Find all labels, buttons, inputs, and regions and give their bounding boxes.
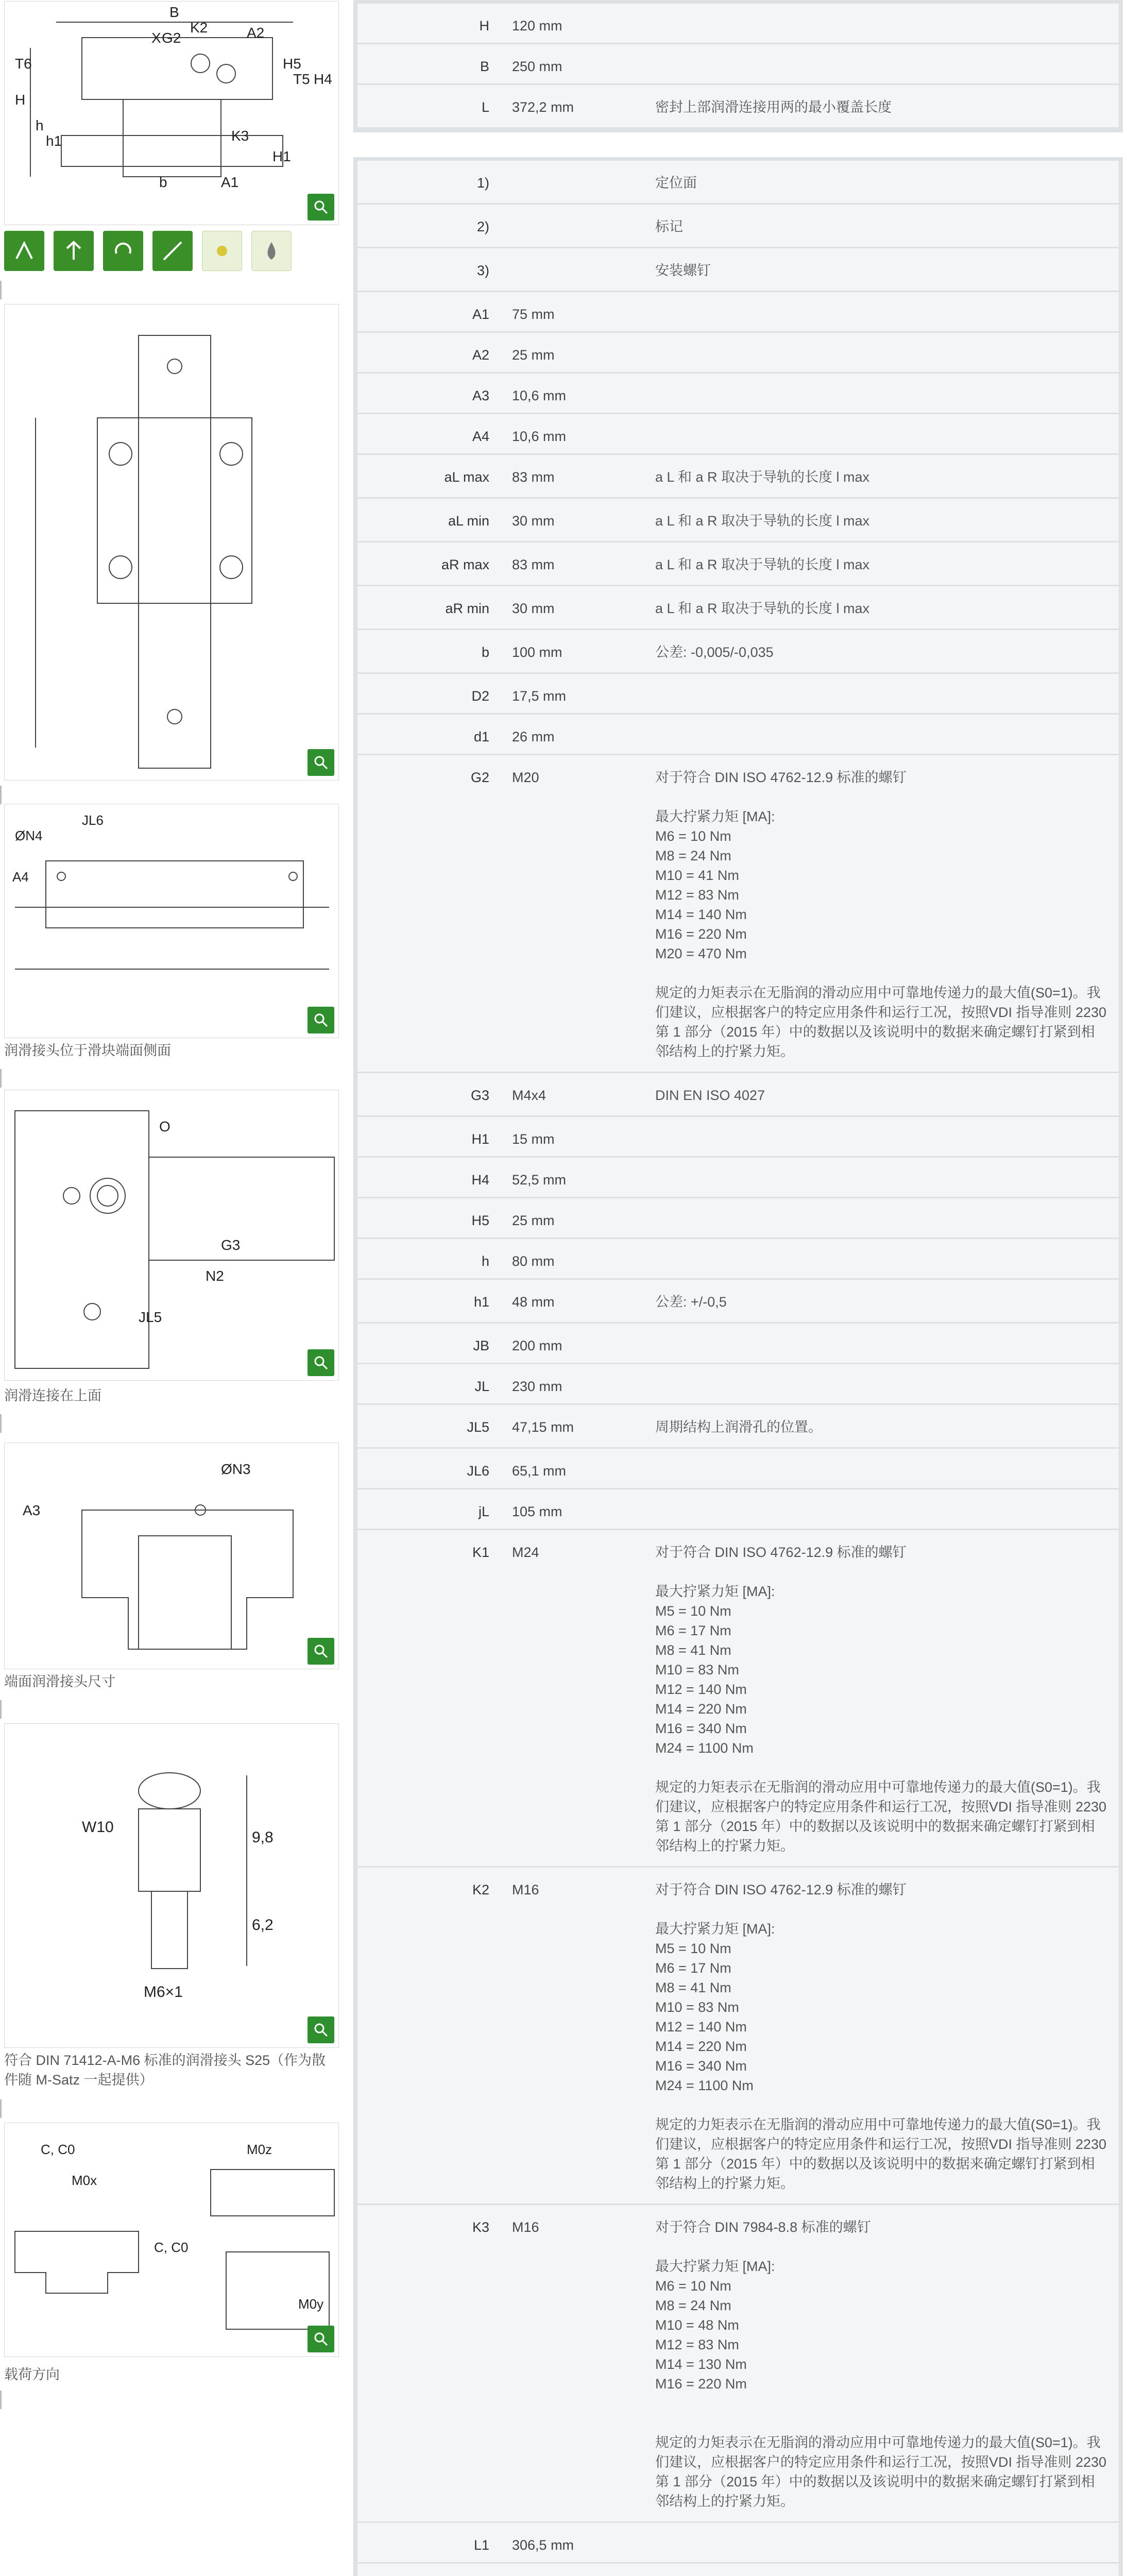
magnifier-icon	[313, 199, 329, 215]
row-key: aL min	[448, 513, 489, 529]
caption-grease-nipple: 符合 DIN 71412-A-M6 标准的润滑接头 S25（作为散件随 M-Satz 一起提供）	[4, 2053, 326, 2088]
divider	[0, 2391, 2, 2409]
row-key: D2	[471, 688, 489, 704]
row-key: L	[481, 99, 489, 115]
row-key: H1	[471, 1131, 489, 1147]
caption-side-lube: 润滑接头位于滑块端面侧面	[4, 1043, 171, 1058]
row-key: JL6	[467, 1463, 489, 1479]
top-lube-drawing	[5, 1090, 339, 1381]
table-row	[357, 674, 1119, 713]
label-M0z: M0z	[247, 2142, 272, 2157]
divider	[0, 1700, 2, 1719]
row-value: 200 mm	[512, 1338, 562, 1353]
row-description: 周期结构上润滑孔的位置。	[655, 1419, 822, 1435]
row-key: 2)	[476, 219, 489, 234]
row-key: 3)	[476, 263, 489, 278]
table-row	[357, 1449, 1119, 1488]
caption-top-lube: 润滑连接在上面	[4, 1388, 101, 1403]
label-b: b	[159, 174, 167, 190]
row-description: 标记	[655, 219, 683, 234]
row-value: 306,5 mm	[512, 2537, 574, 2553]
table-row	[357, 44, 1119, 83]
zoom-button[interactable]	[308, 1638, 334, 1665]
row-value: M4x4	[512, 1088, 547, 1103]
row-value: M16	[512, 2219, 539, 2235]
magnifier-icon	[313, 1012, 329, 1028]
zoom-button[interactable]	[308, 2016, 334, 2043]
label-N2: N2	[206, 1268, 224, 1284]
row-description: 对于符合 DIN 7984-8.8 标准的螺钉 最大拧紧力矩 [MA]: M6 = 10 Nm M8 = 24 Nm M10 = 48 Nm M12 = 83 Nm M14 = 130 Nm M16 = 220 Nm 规定的力矩表示在无脂润的滑动应用中可靠地传递力的最大值(S0=1)。我们建议，应根据客户的特定应用条件和运行工况，按照VDI 指导准则 2230 第 1 部分（2015 年）中的数据以及该说明中的数据来确定螺钉打紧到相邻结构上的拧紧力矩。	[655, 2219, 1107, 2509]
zoom-button[interactable]	[308, 1007, 334, 1033]
row-key: h	[481, 1253, 489, 1269]
cross-section-figure	[4, 1, 339, 225]
table-row	[357, 1158, 1119, 1197]
row-description: 对于符合 DIN ISO 4762-12.9 标准的螺钉 最大拧紧力矩 [MA]: M6 = 10 Nm M8 = 24 Nm M10 = 41 Nm M12 = 83 Nm M14 = 140 Nm M16 = 220 Nm M20 = 470 Nm 规定的力矩表示在无脂润的滑动应用中可靠地传递力的最大值(S0=1)。我们建议，应根据客户的特定应用条件和运行工况，按照VDI 指导准则 2230 第 1 部分（2015 年）中的数据以及该说明中的数据来确定螺钉打紧到相邻结构上的拧紧力矩。	[655, 770, 1107, 1059]
row-key	[357, 2564, 501, 2576]
row-value: 10,6 mm	[512, 388, 567, 403]
table-row	[357, 1364, 1119, 1403]
table-row	[357, 414, 1119, 453]
row-value: M16	[512, 1882, 539, 1897]
side-lube-figure	[4, 804, 339, 1038]
row-description	[655, 1158, 1119, 1180]
row-description: a L 和 a R 取决于导轨的长度 l max	[655, 513, 870, 529]
row-key: JB	[473, 1338, 489, 1353]
divider	[0, 281, 2, 299]
end-lube-drawing	[5, 1443, 339, 1670]
side-lube-drawing	[5, 804, 339, 1039]
magnifier-icon	[313, 755, 329, 770]
label-N3: ØN3	[221, 1461, 251, 1477]
label-W10: W10	[82, 1819, 114, 1836]
row-key: K1	[472, 1545, 489, 1560]
table-row	[357, 1868, 1119, 2204]
row-value: 100 mm	[512, 645, 562, 660]
label-C-C0: C, C0	[41, 2142, 75, 2157]
table-row	[357, 161, 1119, 203]
caption-load-direction: 载荷方向	[4, 2367, 60, 2382]
row-key: K2	[472, 1882, 489, 1897]
label-GS: G3	[221, 1237, 241, 1253]
row-description: a L 和 a R 取决于导轨的长度 l max	[655, 601, 870, 616]
label-9-8: 9,8	[252, 1829, 274, 1846]
dimension-table-detail	[353, 157, 1123, 2576]
zoom-button[interactable]	[308, 749, 334, 776]
row-value: 65,1 mm	[512, 1463, 567, 1479]
magnifier-icon	[313, 1355, 329, 1370]
row-value	[501, 2564, 655, 2576]
row-description: 公差: -0,005/-0,035	[655, 645, 774, 660]
row-key: L1	[473, 2537, 489, 2553]
zoom-button[interactable]	[308, 1349, 334, 1376]
row-value	[501, 205, 655, 219]
table-row	[357, 1324, 1119, 1363]
row-value: 83 mm	[512, 557, 555, 572]
row-description	[655, 2564, 1119, 2576]
slope-icon[interactable]	[152, 231, 193, 271]
row-key: aR max	[441, 557, 489, 572]
load-direction-figure	[4, 2123, 339, 2357]
top-view-drawing	[5, 304, 339, 781]
row-description	[655, 674, 1119, 697]
row-value: 105 mm	[512, 1504, 562, 1519]
grease-nipple-drawing	[5, 1724, 339, 2048]
table-row	[357, 2523, 1119, 2562]
row-value: 25 mm	[512, 1213, 555, 1228]
table-row	[357, 1239, 1119, 1278]
row-description	[655, 414, 1119, 437]
label-A1: A1	[221, 174, 239, 190]
zoom-button[interactable]	[308, 194, 334, 221]
feature-icon-row	[4, 231, 292, 271]
row-key: H	[479, 18, 489, 33]
dimension-table-main	[353, 0, 1123, 132]
grease-nipple-figure	[4, 1723, 339, 2048]
row-key: B	[480, 59, 489, 74]
row-description: DIN EN ISO 4027	[655, 1088, 765, 1103]
table-row	[357, 205, 1119, 247]
row-description	[655, 4, 1119, 26]
row-description: a L 和 a R 取决于导轨的长度 l max	[655, 469, 870, 485]
row-key: G2	[470, 770, 489, 785]
table-row	[357, 85, 1119, 127]
label-T6: T6	[15, 56, 32, 72]
divider	[0, 2099, 2, 2118]
load-up-icon[interactable]	[54, 231, 94, 271]
magnifier-icon	[313, 2022, 329, 2038]
table-row	[357, 1489, 1119, 1529]
row-key: H5	[471, 1213, 489, 1228]
zoom-button[interactable]	[308, 2326, 334, 2352]
row-description: 公差: +/-0,5	[655, 1294, 727, 1310]
label-B: B	[169, 4, 179, 20]
row-description	[655, 333, 1119, 355]
row-key: A4	[472, 429, 489, 444]
row-value: 372,2 mm	[512, 99, 574, 115]
table-row	[357, 1280, 1119, 1322]
row-value: 120 mm	[512, 18, 562, 33]
label-M0x: M0x	[72, 2173, 97, 2188]
label-6-2: 6,2	[252, 1917, 274, 1934]
row-key: aR min	[445, 601, 489, 616]
caption-end-lube: 端面润滑接头尺寸	[4, 1674, 115, 1689]
row-key: b	[481, 645, 489, 660]
row-description	[655, 1449, 1119, 1471]
row-value: 30 mm	[512, 513, 555, 529]
row-key: JL	[474, 1379, 489, 1394]
row-value: 47,15 mm	[512, 1419, 574, 1435]
divider	[0, 1414, 2, 1433]
row-key: jL	[478, 1504, 489, 1519]
row-value: 17,5 mm	[512, 688, 567, 704]
table-row	[357, 1073, 1119, 1115]
row-description	[655, 1198, 1119, 1221]
row-value: 48 mm	[512, 1294, 555, 1310]
row-key: h1	[473, 1294, 489, 1310]
table-row	[357, 374, 1119, 413]
row-value: 83 mm	[512, 469, 555, 485]
table-row	[357, 333, 1119, 372]
table-row	[357, 2205, 1119, 2521]
row-description: 安装螺钉	[655, 263, 711, 278]
row-value	[501, 161, 655, 175]
table-row	[357, 755, 1119, 1072]
table-row	[357, 248, 1119, 291]
label-A3: A3	[23, 1502, 41, 1518]
row-value: M20	[512, 770, 539, 785]
rotation-icon[interactable]	[103, 231, 143, 271]
label-O: O	[159, 1118, 170, 1134]
row-description: a L 和 a R 取决于导轨的长度 l max	[655, 557, 870, 572]
row-key: d1	[473, 729, 489, 744]
row-value: 250 mm	[512, 59, 562, 74]
row-key: A3	[472, 388, 489, 403]
table-row	[357, 543, 1119, 585]
row-value: M24	[512, 1545, 539, 1560]
row-description	[655, 715, 1119, 737]
table-row	[357, 2564, 1119, 2576]
table-row	[357, 1198, 1119, 1238]
row-key: K3	[472, 2219, 489, 2235]
row-description	[655, 44, 1119, 67]
row-key: H4	[471, 1172, 489, 1188]
row-value: 230 mm	[512, 1379, 562, 1394]
label-JL6: JL6	[82, 812, 104, 828]
load-direction-icon[interactable]	[4, 231, 44, 271]
row-value: 30 mm	[512, 601, 555, 616]
row-description	[655, 1364, 1119, 1387]
label-T5: T5	[293, 71, 310, 87]
row-description	[655, 1239, 1119, 1262]
label-A2: A2	[247, 25, 265, 41]
row-value: 25 mm	[512, 347, 555, 363]
lubrication-icon[interactable]	[251, 231, 292, 271]
table-row	[357, 455, 1119, 497]
row-key: A2	[472, 347, 489, 363]
end-lube-figure	[4, 1443, 339, 1669]
table-row	[357, 292, 1119, 331]
row-description	[655, 1117, 1119, 1140]
row-description	[655, 2523, 1119, 2546]
table-row	[357, 1530, 1119, 1866]
label-C-C0-side: C, C0	[154, 2240, 189, 2255]
table-row	[357, 630, 1119, 672]
row-value: 10,6 mm	[512, 429, 567, 444]
load-direction-drawing	[5, 2123, 339, 2358]
cross-section-drawing	[5, 2, 339, 226]
divider	[0, 1069, 2, 1088]
row-description: 定位面	[655, 175, 697, 191]
table-row	[357, 1117, 1119, 1156]
divider	[0, 786, 2, 804]
label-H4: H4	[314, 71, 332, 87]
label-M6x1: M6×1	[144, 1984, 183, 2001]
label-X: X	[151, 30, 161, 46]
top-view-figure	[4, 304, 339, 781]
label-N4: ØN4	[15, 828, 43, 843]
table-row	[357, 4, 1119, 43]
row-key: 1)	[476, 175, 489, 191]
label-H5: H5	[283, 56, 301, 72]
label-K3: K3	[231, 128, 249, 144]
magnifier-icon	[313, 2331, 329, 2347]
label-K2: K2	[190, 20, 208, 36]
row-value: 15 mm	[512, 1131, 555, 1147]
label-H: H	[15, 92, 26, 108]
table-row	[357, 715, 1119, 754]
row-description	[655, 1324, 1119, 1346]
row-value: 52,5 mm	[512, 1172, 567, 1188]
row-key: aL max	[444, 469, 489, 485]
row-description	[655, 374, 1119, 396]
label-h1: h1	[46, 133, 62, 149]
table-row	[357, 1405, 1119, 1447]
row-description	[655, 1489, 1119, 1512]
row-description	[655, 292, 1119, 315]
table-row	[357, 499, 1119, 541]
row-description: 密封上部润滑连接用两的最小覆盖长度	[655, 99, 892, 115]
label-h: h	[36, 117, 44, 133]
row-value: 26 mm	[512, 729, 555, 744]
magnifier-icon	[313, 1643, 329, 1659]
label-JL5: JL5	[139, 1309, 162, 1325]
sun-icon[interactable]	[202, 231, 242, 271]
label-A4: A4	[12, 869, 29, 885]
row-key: A1	[472, 307, 489, 322]
row-key: JL5	[467, 1419, 489, 1435]
row-description: 对于符合 DIN ISO 4762-12.9 标准的螺钉 最大拧紧力矩 [MA]: M5 = 10 Nm M6 = 17 Nm M8 = 41 Nm M10 = 83 Nm M12 = 140 Nm M14 = 220 Nm M16 = 340 Nm M24 = 1100 Nm 规定的力矩表示在无脂润的滑动应用中可靠地传递力的最大值(S0=1)。我们建议，应根据客户的特定应用条件和运行工况，按照VDI 指导准则 2230 第 1 部分（2015 年）中的数据以及该说明中的数据来确定螺钉打紧到相邻结构上的拧紧力矩。	[655, 1545, 1107, 1854]
row-value: 80 mm	[512, 1253, 555, 1269]
label-H1: H1	[272, 148, 291, 164]
row-value: 75 mm	[512, 307, 555, 322]
row-key: G3	[470, 1088, 489, 1103]
label-M0y: M0y	[298, 2296, 324, 2312]
row-description: 对于符合 DIN ISO 4762-12.9 标准的螺钉 最大拧紧力矩 [MA]: M5 = 10 Nm M6 = 17 Nm M8 = 41 Nm M10 = 83 Nm M12 = 140 Nm M14 = 220 Nm M16 = 340 Nm M24 = 1100 Nm 规定的力矩表示在无脂润的滑动应用中可靠地传递力的最大值(S0=1)。我们建议，应根据客户的特定应用条件和运行工况，按照VDI 指导准则 2230 第 1 部分（2015 年）中的数据以及该说明中的数据来确定螺钉打紧到相邻结构上的拧紧力矩。	[655, 1882, 1107, 2191]
top-lube-figure	[4, 1090, 339, 1381]
label-G2: G2	[162, 30, 181, 46]
row-value	[501, 248, 655, 263]
table-row	[357, 586, 1119, 629]
